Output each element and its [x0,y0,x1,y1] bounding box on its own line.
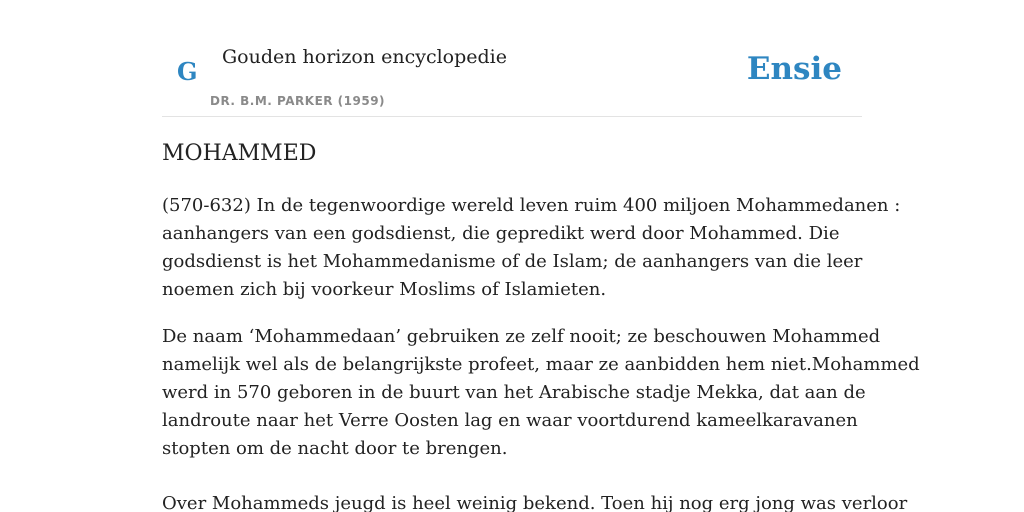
paragraph-line: aanhangers van een godsdienst, die gepredikt werd door Mohammed. Die [162,223,840,244]
book-author: DR. B.M. PARKER (1959) [210,94,386,108]
ensie-logo[interactable]: Ensie [746,51,842,87]
paragraph-line: Over Mohammeds jeugd is heel weinig bekend. Toen hij nog erg jong was verloor [162,493,908,512]
paragraph-line: stopten om de nacht door te brengen. [162,438,508,459]
paragraph-line: werd in 570 geboren in de buurt van het Arabische stadje Mekka, dat aan de [162,382,866,403]
paragraph-line: De naam ‘Mohammedaan’ gebruiken ze zelf nooit; ze beschouwen Mohammed [162,326,881,347]
book-logo[interactable]: G [177,57,198,86]
book-title[interactable]: Gouden horizon encyclopedie [222,46,507,68]
article-paragraph [162,192,901,304]
paragraph-line: noemen zich bij voorkeur Moslims of Islamieten. [162,279,607,300]
article-paragraph [162,323,920,463]
article-paragraph [162,490,908,512]
article-body [162,192,920,512]
paragraph-line: landroute naar het Verre Oosten lag en waar voortdurend kameelkaravanen [162,410,858,431]
paragraph-line: namelijk wel als de belangrijkste profeet, maar ze aanbidden hem niet.Mohammed [162,354,920,375]
book-header [162,0,862,117]
article-title: MOHAMMED [162,141,317,166]
paragraph-line: (570-632) In de tegenwoordige wereld leven ruim 400 miljoen Mohammedanen : [162,195,901,216]
paragraph-line: godsdienst is het Mohammedanisme of de Islam; de aanhangers van die leer [162,251,863,272]
